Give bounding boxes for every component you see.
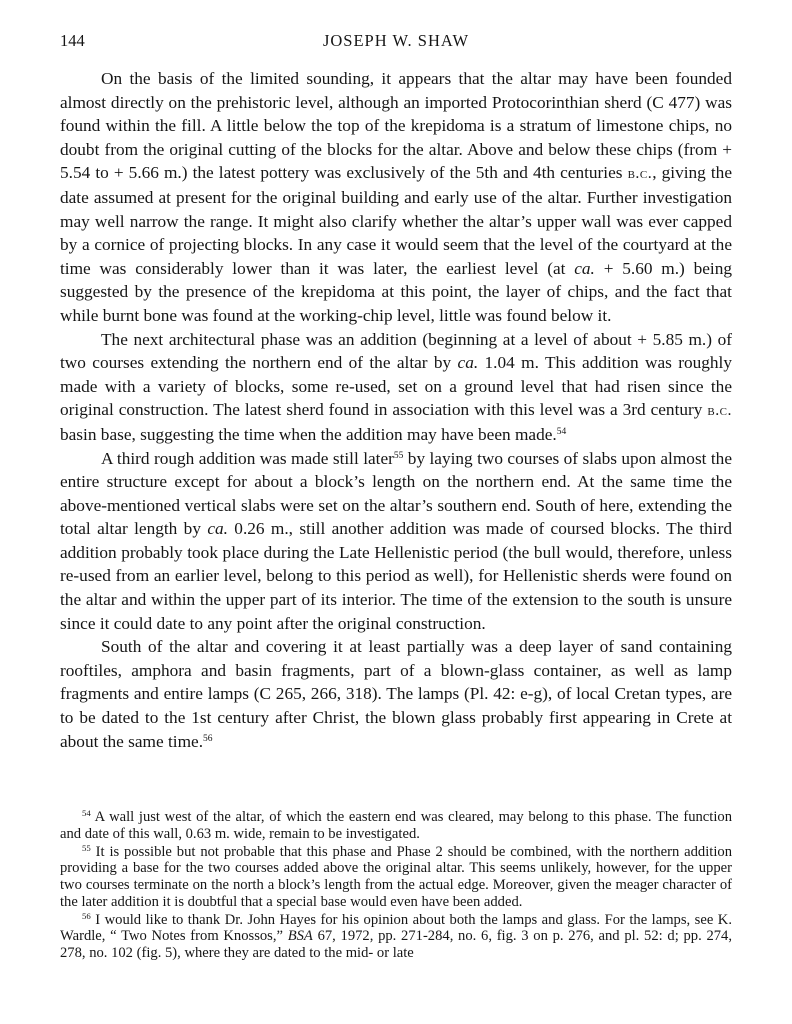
page-header [60, 31, 732, 53]
paragraph-2-text-a: The next architectural phase was an addition (beginning at a level of about + 5.85 m.) of two courses extending the northern end of the altar by [60, 329, 732, 373]
footnote-ref-54[interactable]: 54 [556, 426, 567, 437]
bc-abbrev: b.c. [707, 402, 732, 420]
paragraph-1-text-b: , giving the date assumed at present for the original building and early use of the altar. Further investigation may well narrow the range. It might also clarify whether the altar’s upper wall was ever capped by a cornice of projecting blocks. In any case it would seem that the level of the courtyard at the time was considerably lower than it was later, the earliest level (at [60, 163, 732, 278]
paragraph-4 [60, 635, 732, 753]
paragraph-2-text-b: 1.04 m. This addition was roughly made with a variety of blocks, some re-used, set on a ground level that had risen since the original construction. The latest sherd found in association with this level was a 3rd century [60, 353, 733, 420]
footnote-number: 55 [82, 842, 91, 853]
footnote-text: A wall just west of the altar, of which the eastern end was cleared, may belong to this phase. The function and date of this wall, 0.63 m. wide, remain to be investigated. [60, 809, 732, 842]
footnote-55 [60, 844, 732, 911]
paragraph-2-text-c: basin base, suggesting the time when the addition may have been made. [60, 424, 557, 444]
paragraph-3-text-c: 0.26 m., still another addition was made of coursed blocks. The third addition probably took place during the Late Hellenistic period (the bull would, therefore, unless re-used from an earlier level, belong to this period as well), for Hellenistic sherds were found on the altar and within the upper part of its interior. The time of the extension to the south is unsure since it could date to any point after the original construction. [60, 519, 732, 633]
footnote-ref-55[interactable]: 55 [393, 450, 404, 461]
paragraph-1 [60, 67, 732, 328]
footnote-text-b: 67, 1972, pp. 271-284, no. 6, fig. 3 on p. 276, and pl. 52: d; pp. 274, 278, no. 102 (fig. 5), where they are dated to the mid- or late [60, 928, 732, 961]
paragraph-3 [60, 447, 732, 636]
footnote-number: 56 [82, 910, 91, 921]
page-number: 144 [60, 31, 85, 50]
paragraph-2 [60, 328, 732, 447]
paragraph-3-text-b: by laying two courses of slabs upon almost the entire structure except for about a block’s length on the northern end. At the same time the above-mentioned vertical slabs were set on the altar’s southern end. South of here, extending the total altar length by [60, 448, 732, 539]
footnote-text: It is possible but not probable that this phase and Phase 2 should be combined, with the northern addition providing a base for the two courses added above the original altar. This seems unlikely, however, for the upper two courses terminate on the north a block’s length from the actual edge. Moreover, given the meager character of the later addition it is doubtful that a special base would even have been added. [60, 843, 732, 910]
paragraph-1-text-a: On the basis of the limited sounding, it appears that the altar may have been founded almost directly on the prehistoric level, although an imported Protocorinthian sherd (C 477) was found within the fill. A little below the top of the krepidoma is a stratum of limestone chips, no doubt from the original cutting of the blocks for the altar. Above and below these chips (from + 5.54 to + 5.66 m.) the latest pottery was exclusively of the 5th and 4th centuries [60, 69, 732, 183]
journal-title: BSA [287, 928, 313, 945]
paragraph-3-text-a: A third rough addition was made still later [101, 448, 394, 468]
footnotes [60, 809, 732, 962]
paragraph-4-text-a: South of the altar and covering it at least partially was a deep layer of sand containing rooftiles, amphora and basin fragments, part of a blown-glass container, as well as lamp fragments and entire lamps (C 265, 266, 318). The lamps (Pl. 42: e-g), of local Cretan types, are to be dated to the 1st century after Christ, the blown glass probably first appearing in Crete at about the same time. [60, 637, 732, 751]
running-title: JOSEPH W. SHAW [322, 31, 470, 50]
bc-abbrev: b.c. [627, 165, 653, 183]
footnote-text-a: I would like to thank Dr. John Hayes for his opinion about both the lamps and glass. For the lamps, see K. Wardle, “ Two Notes from Knossos,” [60, 911, 732, 945]
paragraph-1-text-c: + 5.60 m.) being suggested by the presence of the krepidoma at this point, the layer of chips, and the fact that while burnt bone was found at the working-chip level, little was found below it. [60, 258, 733, 325]
footnote-54 [60, 809, 732, 843]
body-text [60, 67, 732, 753]
footnote-ref-56[interactable]: 56 [203, 733, 213, 744]
circa-abbrev: ca. [574, 258, 595, 278]
footnote-56 [60, 912, 732, 962]
circa-abbrev: ca. [457, 353, 479, 373]
footnote-number: 54 [82, 808, 91, 819]
circa-abbrev: ca. [207, 519, 228, 539]
